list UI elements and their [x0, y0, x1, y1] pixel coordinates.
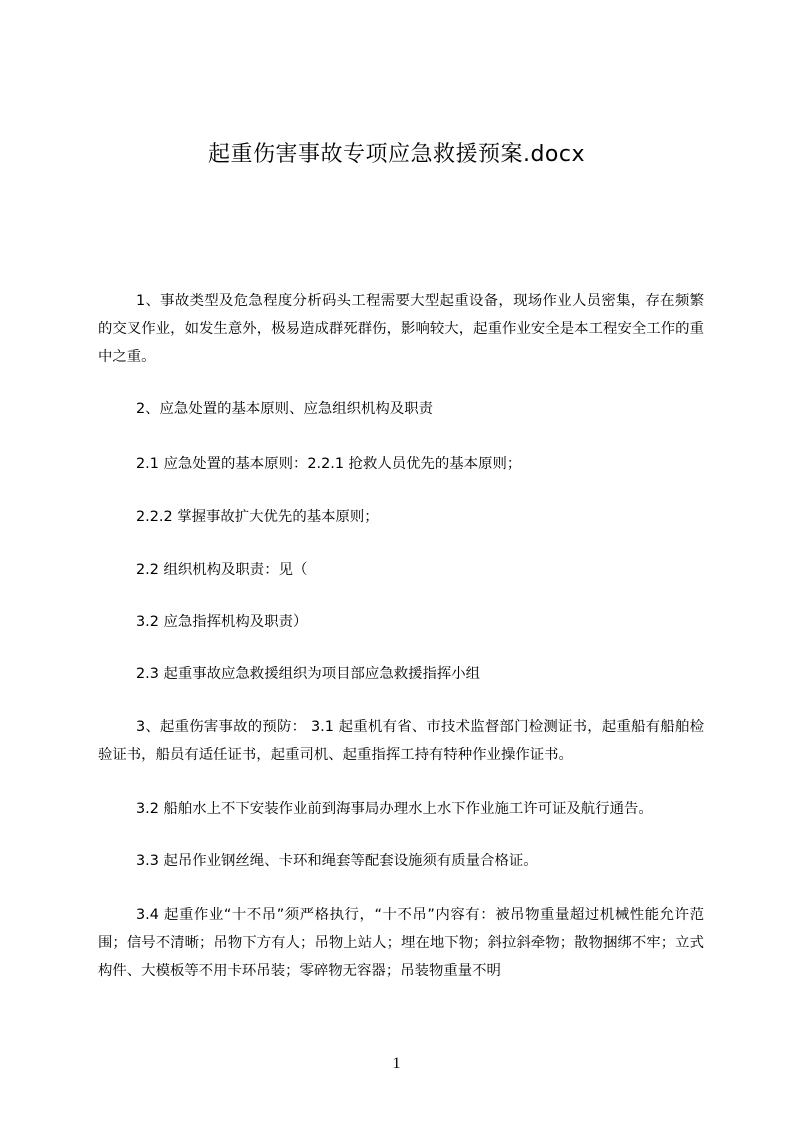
paragraph-principles-heading: 2、应急处置的基本原则、应急组织机构及职责 [136, 401, 433, 417]
paragraph-accident-analysis: 1、事故类型及危急程度分析码头工程需要大型起重设备，现场作业人员密集，存在频繁的交叉作业，如发生意外，极易造成群死群伤，影响较大，起重作业安全是本工程安全工作的重中之重。 [98, 293, 704, 365]
paragraph-prevention: 3、起重伤害事故的预防： 3.1 起重机有省、市技术监督部门检测证书，起重船有船舶检验证书，船员有适任证书，起重司机、起重指挥工持有特种作业操作证书。 [98, 719, 704, 763]
paragraph-3-2-vessel: 3.2 船舶水上不下安装作业前到海事局办理水上水下作业施工许可证及航行通告。 [136, 801, 653, 817]
paragraph-2-2-2: 2.2.2 掌握事故扩大优先的基本原则； [136, 509, 379, 525]
paragraph-2-3: 2.3 起重事故应急救援组织为项目部应急救援指挥小组 [136, 666, 481, 682]
paragraph-3-2-command: 3.2 应急指挥机构及职责） [136, 614, 308, 630]
document-title: 起重伤害事故专项应急救援预案.docx [207, 142, 586, 167]
paragraph-3-4: 3.4 起重作业“十不吊”须严格执行，“十不吊”内容有：被吊物重量超过机械性能允许范围；信号不清晰；吊物下方有人；吊物上站人；埋在地下物；斜拉斜牵物；散物捆绑不牢；立式构件、大模板等不用卡环吊装；零碎物无容器；吊装物重量不明 [98, 907, 704, 979]
paragraph-3-3: 3.3 起吊作业钢丝绳、卡环和绳套等配套设施须有质量合格证。 [136, 853, 538, 869]
page-number: 1 [392, 1055, 401, 1072]
paragraph-2-1: 2.1 应急处置的基本原则：2.2.1 抢救人员优先的基本原则； [136, 456, 522, 472]
paragraph-2-2: 2.2 组织机构及职责：见（ [136, 562, 308, 578]
